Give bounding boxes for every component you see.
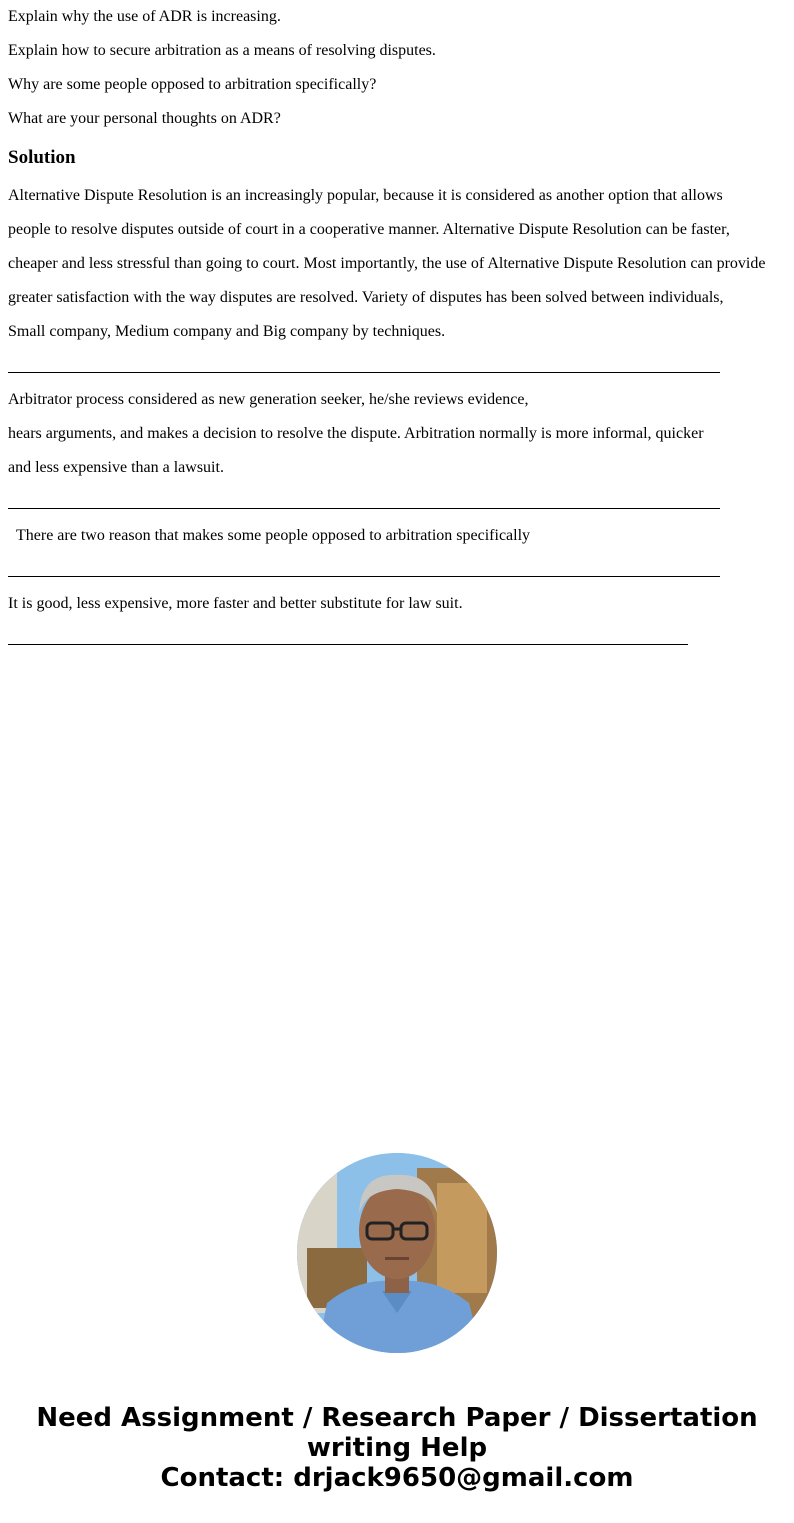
answer2-line-1: Arbitrator process considered as new generation seeker, he/she reviews evidence, xyxy=(8,391,529,408)
answer1-line-2: people to resolve disputes outside of court in a cooperative manner. Alternative Dispute Resolution can be faster, xyxy=(8,221,730,238)
question-3: Why are some people opposed to arbitration specifically? xyxy=(8,76,377,93)
banner-contact: Contact: drjack9650@gmail.com xyxy=(160,1463,634,1493)
answer1-line-5: Small company, Medium company and Big company by techniques. xyxy=(8,323,446,340)
banner-line-1: Need Assignment / Research Paper / Dissertation xyxy=(36,1403,758,1433)
answer1-line-3: cheaper and less stressful than going to court. Most importantly, the use of Alternative Dispute Resolution can provide xyxy=(8,255,766,272)
divider-4 xyxy=(8,644,688,645)
question-4: What are your personal thoughts on ADR? xyxy=(8,110,281,127)
help-banner xyxy=(0,1403,794,1493)
answer1-line-4: greater satisfaction with the way disputes are resolved. Variety of disputes has been solved between individuals, xyxy=(8,289,724,306)
banner-line-2: writing Help xyxy=(306,1433,488,1463)
divider-1 xyxy=(8,372,720,373)
solution-heading: Solution xyxy=(8,147,76,168)
question-2: Explain how to secure arbitration as a means of resolving disputes. xyxy=(8,42,436,59)
question-1: Explain why the use of ADR is increasing. xyxy=(8,8,281,25)
divider-3 xyxy=(8,576,720,577)
answer4-text: It is good, less expensive, more faster and better substitute for law suit. xyxy=(8,595,463,612)
answer3-text: There are two reason that makes some people opposed to arbitration specifically xyxy=(16,527,531,544)
avatar xyxy=(297,1153,497,1353)
divider-2 xyxy=(8,508,720,509)
answer1-line-1: Alternative Dispute Resolution is an increasingly popular, because it is considered as another option that allows xyxy=(8,187,723,204)
avatar-portrait xyxy=(297,1153,497,1353)
answer2-line-2: hears arguments, and makes a decision to resolve the dispute. Arbitration normally is more informal, quicker xyxy=(8,425,704,442)
answer2-line-3: and less expensive than a lawsuit. xyxy=(8,459,224,476)
